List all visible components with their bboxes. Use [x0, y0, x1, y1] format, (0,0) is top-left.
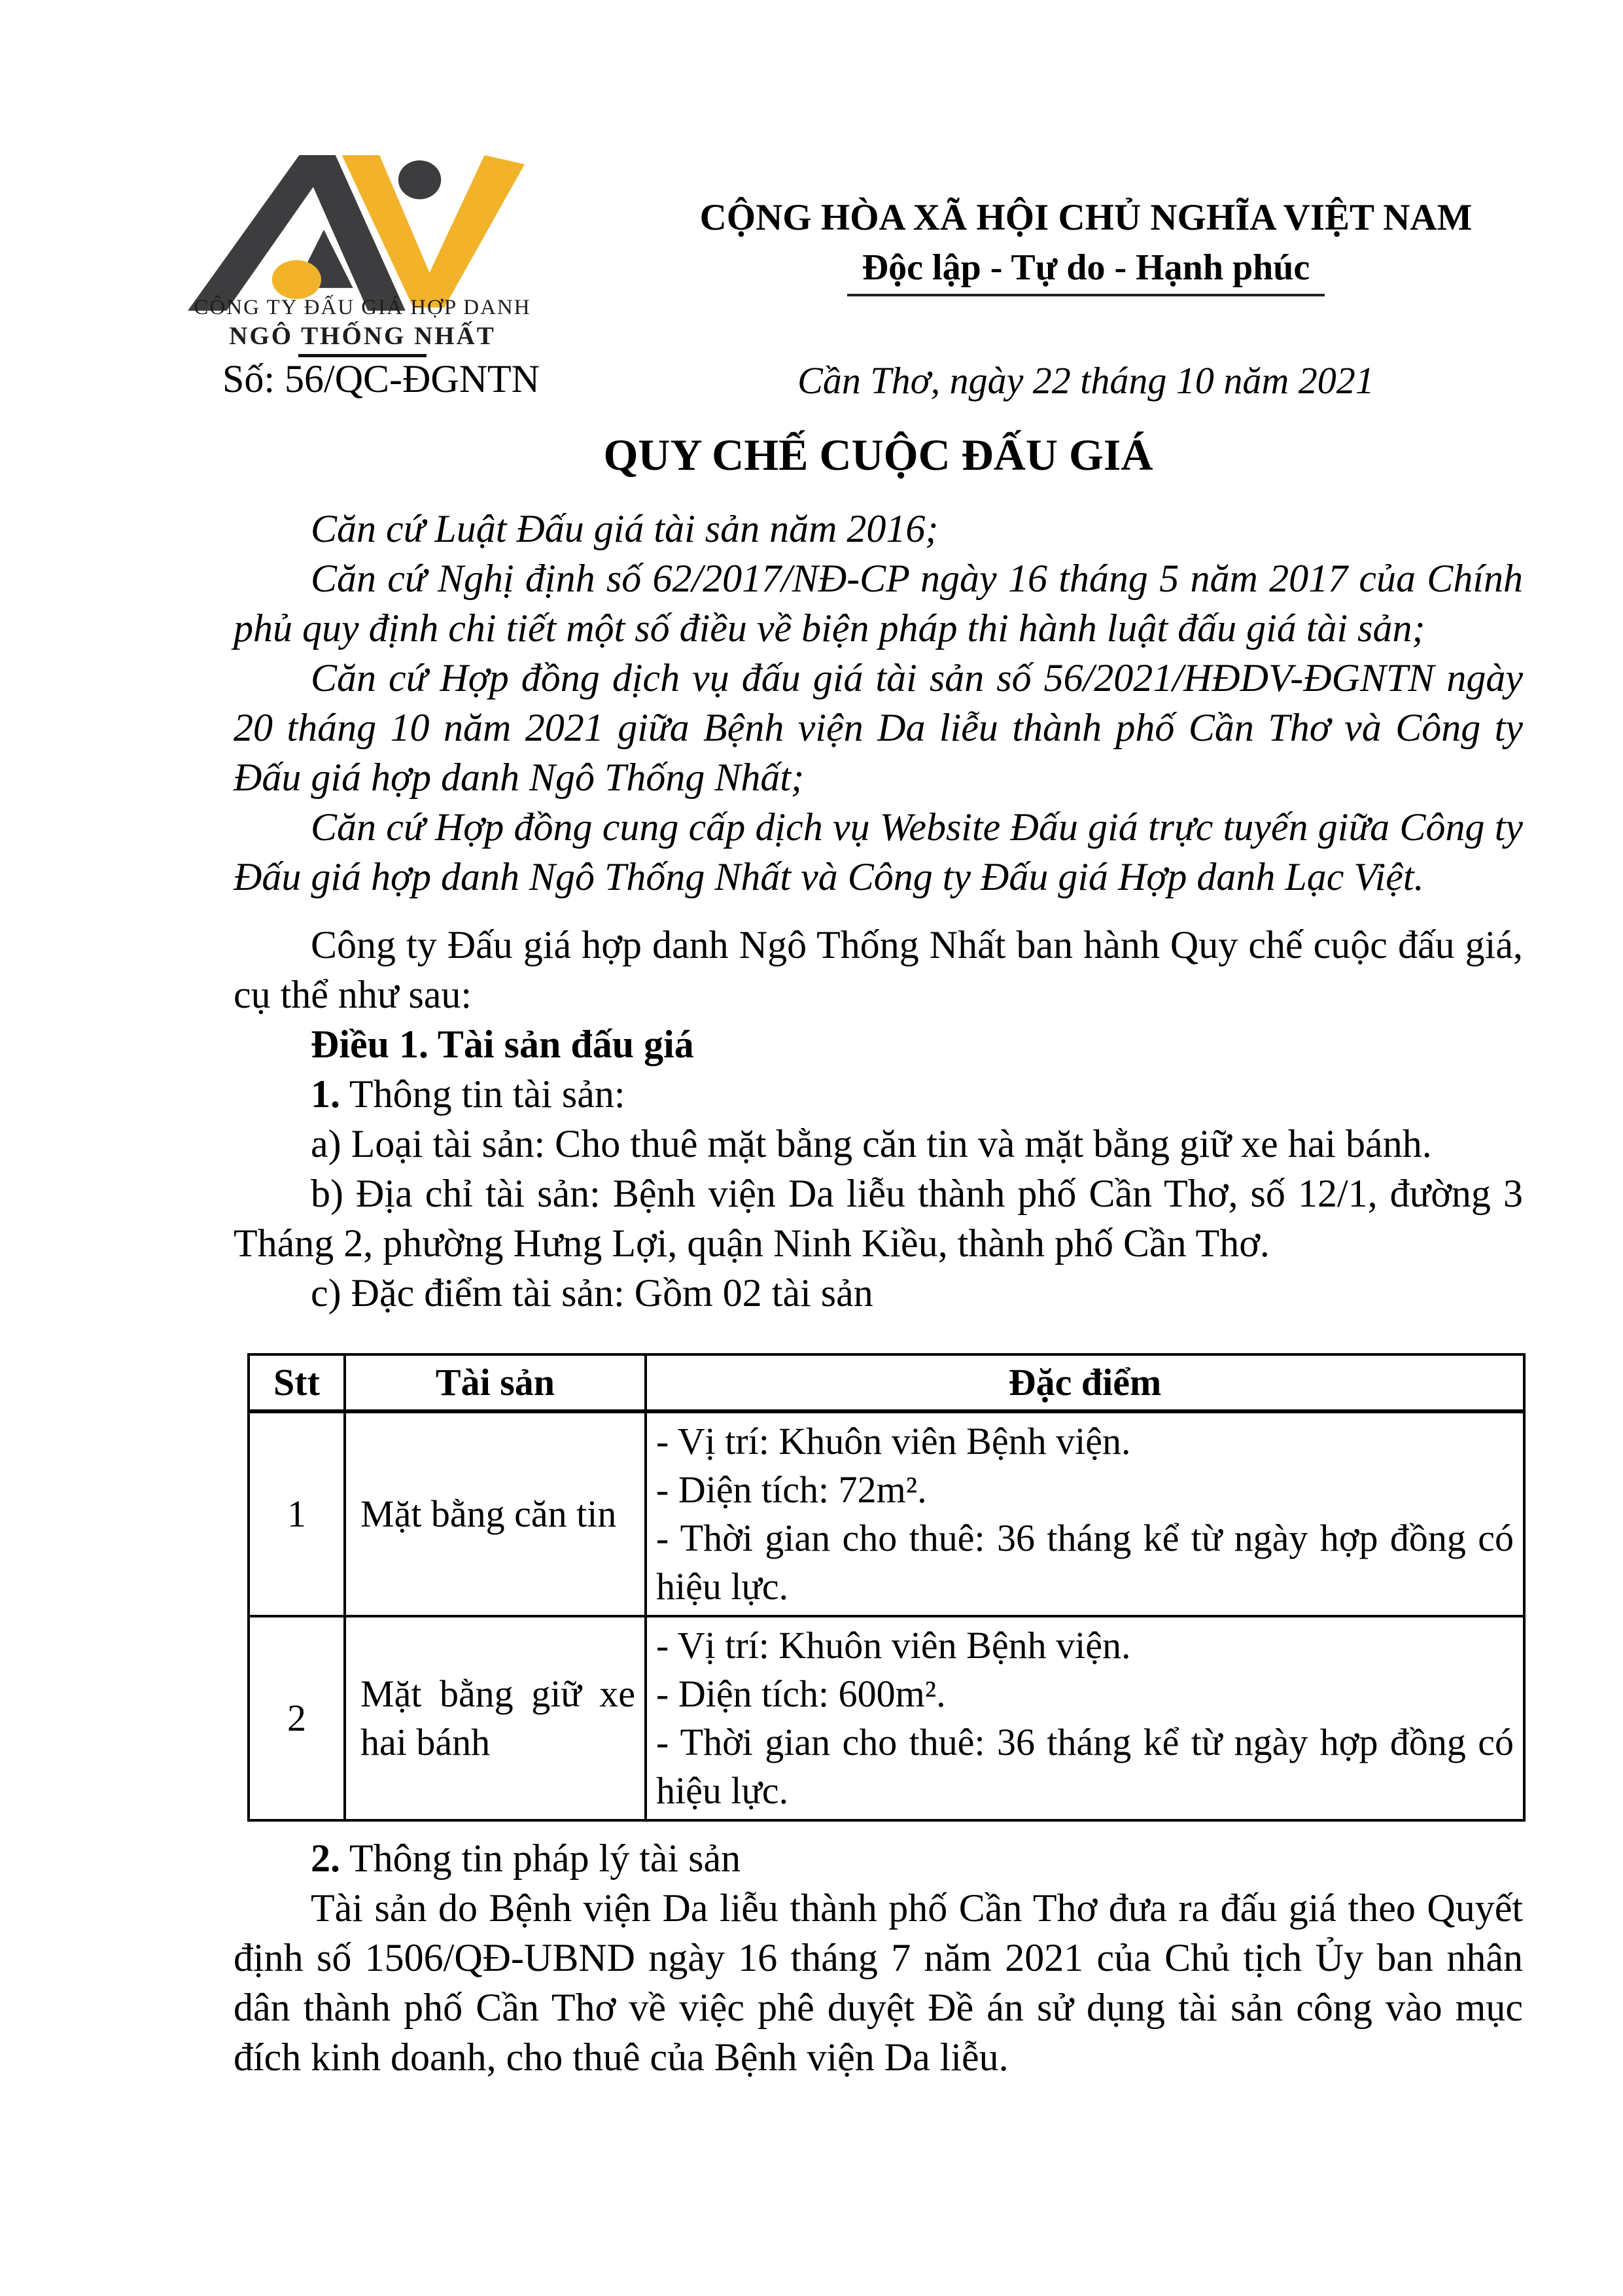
place-and-date: Cần Thơ, ngày 22 tháng 10 năm 2021 — [797, 359, 1374, 402]
company-logo — [188, 154, 525, 311]
logo-head-dot — [398, 160, 441, 199]
article1-item2-text: Thông tin pháp lý tài sản — [340, 1837, 741, 1880]
preamble-paragraph: Căn cứ Hợp đồng cung cấp dịch vụ Website Đấu giá trực tuyến giữa Công ty Đấu giá hợp danh Ngô Thống Nhất và Công ty Đấu giá Hợp danh Lạc Việt. — [234, 805, 1523, 898]
national-title: CỘNG HÒA XÃ HỘI CHỦ NGHĨA VIỆT NAM — [699, 197, 1473, 238]
company-name-block — [153, 296, 572, 357]
row1-stt: 1 — [249, 1411, 345, 1616]
row2-feature-area: - Diện tích: 600m². — [656, 1672, 946, 1715]
table-header-row — [249, 1354, 1524, 1411]
legal-paragraph: Tài sản do Bệnh viện Da liễu thành phố Cần Thơ đưa ra đấu giá theo Quyết định số 1506/QĐ-UBND ngày 16 tháng 7 năm 2021 của Chủ tịch Ủy ban nhân dân thành phố Cần Thơ về việc phê duyệt Đề án sử dụng tài sản công vào mục đích kinh doanh, cho thuê của Bệnh viện Da liễu. — [234, 1886, 1523, 2079]
row2-feature-location: - Vị trí: Khuôn viên Bệnh viện. — [656, 1624, 1131, 1667]
column-header-asset: Tài sản — [345, 1354, 646, 1411]
company-name-line2: NGÔ THỐNG NHẤT — [229, 322, 496, 350]
row1-feature-duration: - Thời gian cho thuê: 36 tháng kể từ ngày hợp đồng có hiệu lực. — [656, 1517, 1514, 1608]
row1-features — [646, 1411, 1524, 1616]
logo-yellow-dot — [272, 260, 321, 299]
row1-asset: Mặt bằng căn tin — [345, 1411, 646, 1616]
article1-item2-number: 2. — [311, 1837, 340, 1880]
column-header-features: Đặc điểm — [646, 1354, 1524, 1411]
document-body — [234, 504, 1523, 2082]
article1-item1 — [234, 1069, 1523, 1119]
row2-features — [646, 1616, 1524, 1820]
preamble-paragraph: Căn cứ Nghị định số 62/2017/NĐ-CP ngày 16 tháng 5 năm 2017 của Chính phủ quy định chi tiết một số điều về biện pháp thi hành luật đấu giá tài sản; — [234, 557, 1523, 650]
table-row — [249, 1411, 1524, 1616]
national-motto: Độc lập - Tự do - Hạnh phúc — [862, 247, 1310, 288]
intro-paragraph: Công ty Đấu giá hợp danh Ngô Thống Nhất ban hành Quy chế cuộc đấu giá, cụ thể như sau: — [234, 923, 1523, 1016]
article1-heading: Điều 1. Tài sản đấu giá — [311, 1023, 694, 1066]
row1-feature-area: - Diện tích: 72m². — [656, 1468, 927, 1511]
article1-item1-number: 1. — [311, 1072, 340, 1116]
row2-stt: 2 — [249, 1616, 345, 1820]
company-name-line1: CÔNG TY ĐẤU GIÁ HỢP DANH — [194, 296, 531, 319]
article1-item-c: c) Đặc điểm tài sản: Gồm 02 tài sản — [311, 1271, 873, 1315]
article1-item-a: a) Loại tài sản: Cho thuê mặt bằng căn tin và mặt bằng giữ xe hai bánh. — [311, 1122, 1432, 1165]
row2-asset: Mặt bằng giữ xe hai bánh — [345, 1616, 646, 1820]
table-row — [249, 1616, 1524, 1820]
national-header — [680, 196, 1492, 296]
article1-item2 — [234, 1833, 1523, 1883]
preamble-paragraph: Căn cứ Luật Đấu giá tài sản năm 2016; — [311, 507, 939, 550]
row2-feature-duration: - Thời gian cho thuê: 36 tháng kể từ ngày hợp đồng có hiệu lực. — [656, 1721, 1514, 1812]
av-monogram-icon — [188, 154, 525, 311]
document-title: QUY CHẾ CUỘC ĐẤU GIÁ — [603, 430, 1153, 480]
article1-item-b: b) Địa chỉ tài sản: Bệnh viện Da liễu thành phố Cần Thơ, số 12/1, đường 3 Tháng 2, phường Hưng Lợi, quận Ninh Kiều, thành phố Cần Thơ. — [234, 1172, 1523, 1265]
preamble-paragraph: Căn cứ Hợp đồng dịch vụ đấu giá tài sản số 56/2021/HĐDV-ĐGNTN ngày 20 tháng 10 năm 2021 giữa Bệnh viện Da liễu thành phố Cần Thơ và Công ty Đấu giá hợp danh Ngô Thống Nhất; — [234, 656, 1523, 799]
document-number: Số: 56/QC-ĐGNTN — [222, 357, 540, 400]
motto-underline — [847, 294, 1325, 296]
row1-feature-location: - Vị trí: Khuôn viên Bệnh viện. — [656, 1420, 1131, 1462]
article1-item1-text: Thông tin tài sản: — [340, 1072, 625, 1116]
column-header-stt: Stt — [249, 1354, 345, 1411]
assets-table — [247, 1353, 1526, 1822]
